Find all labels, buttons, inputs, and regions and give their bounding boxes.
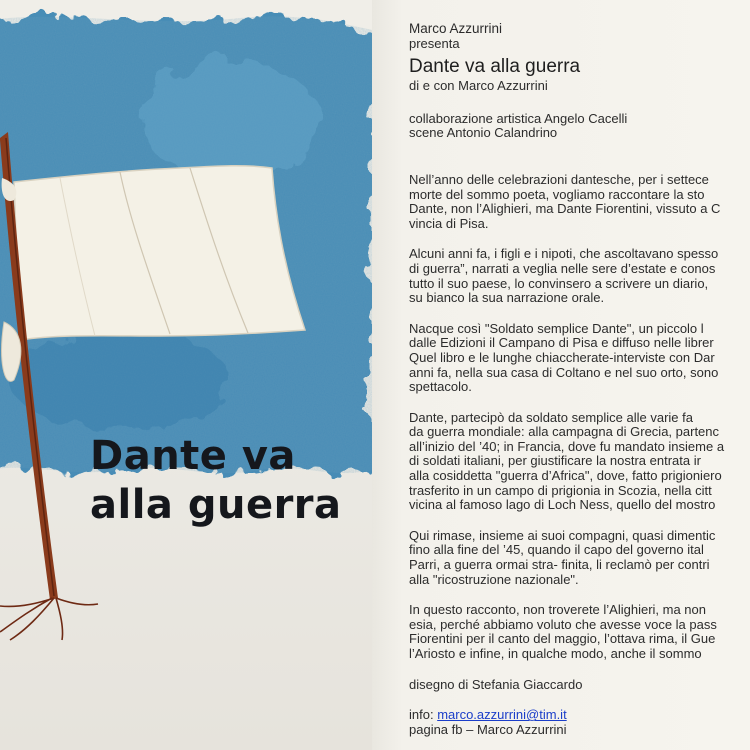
paragraph-line: morte del sommo poeta, vogliamo raccontare la sto [409,186,705,202]
info-label: info: [409,707,438,723]
paragraph [409,173,750,231]
paragraph-line: Nell’anno delle celebrazioni dantesche, per i settece [409,171,709,187]
story-text [409,173,750,662]
contact-line [409,708,750,723]
poster-title [90,432,370,530]
poster-artwork [0,0,372,750]
paragraph-line: tutto il suo paese, lo convinsero a scrivere un diario, [409,275,709,291]
contact-info [409,708,750,737]
paragraph-line: l’Ariosto e infine, in qualche modo, anche il sommo [409,646,702,661]
poster-title-line1: Dante va [90,433,296,479]
paragraph-line: esia, perché abbiamo voluto che avesse voce la pass [409,616,717,632]
paragraph-line: In questo racconto, non troverete l’Alighieri, ma non [409,602,707,618]
paragraph-line: alla cosiddetta "guerra d’Africa", dove, fatto prigioniero [409,468,722,484]
paragraph-line: fino alla fine del ’45, quando il capo del governo ital [409,542,704,558]
credit-scenes: scene Antonio Calandrino [409,125,558,141]
sheet-content [409,22,750,737]
paragraph-line: anni fa, nella sua casa di Coltano e nel suo orto, sono [409,364,719,380]
drawing-credit: disegno di Stefania Giaccardo [409,676,583,692]
credits [409,112,750,141]
paragraph [409,529,750,587]
credit-collaboration: collaborazione artistica Angelo Cacelli [409,110,628,126]
paragraph [409,411,750,513]
paragraph-line: di soldati italiani, per giustificare la nostra entrata ir [409,453,701,469]
show-subtitle: di e con Marco Azzurrini [409,78,548,94]
paragraph-line: dalle Edizioni il Campano di Pisa e diffuso nelle librer [409,335,714,351]
paragraph-line: vincia di Pisa. [409,215,489,231]
paragraph-line: da guerra mondiale: alla campagna di Grecia, partenc [409,424,720,440]
paragraph-line: trasferito in un campo di prigionia in Scozia, nella citt [409,482,712,498]
paragraph-line: alla "ricostruzione nazionale". [409,571,579,587]
facebook-page: pagina fb – Marco Azzurrini [409,721,567,737]
paragraph-line: Alcuni anni fa, i figli e i nipoti, che ascoltavano spesso [409,246,719,262]
presenta-label: presenta [409,35,460,51]
paragraph-line: su bianco la sua narrazione orale. [409,290,605,306]
paragraph-line: Qui rimase, insieme ai suoi compagni, quasi dimentic [409,527,716,543]
paragraph [409,603,750,661]
paragraph-line: Nacque così "Soldato semplice Dante", un piccolo l [409,320,704,336]
paragraph-line: di guerra”, narrati a veglia nelle sere d’estate e conos [409,260,716,276]
text-sheet [372,0,750,750]
email-link[interactable]: marco.azzurrini@tim.it [437,707,567,723]
paragraph [409,247,750,305]
paragraph-line: Parri, a guerra ormai stra- finita, li reclamò per contri [409,557,710,573]
poster-title-line2: alla guerra [90,482,342,528]
paragraph-line: spettacolo. [409,379,472,395]
white-flag [14,166,305,340]
paragraph [409,322,750,395]
flag-illustration [0,0,372,750]
paragraph-line: Fiorentini per il canto del maggio, l’ottava rima, il Gue [409,631,716,647]
paragraph-line: vicina al famoso lago di Loch Ness, quello del mostro [409,497,716,513]
paragraph-line: Quel libro e le lunghe chiaccherate-interviste con Dar [409,349,715,365]
author-name: Marco Azzurrini [409,21,503,36]
paragraph-line: Dante, non l’Alighieri, ma Dante Fiorentini, vissuto a C [409,201,721,217]
paragraph-line: all’inizio del ’40; in Francia, dove fu mandato insieme a [409,438,725,454]
show-title: Dante va alla guerra [409,56,581,78]
paragraph-line: Dante, partecipò da soldato semplice alle varie fa [409,409,693,425]
